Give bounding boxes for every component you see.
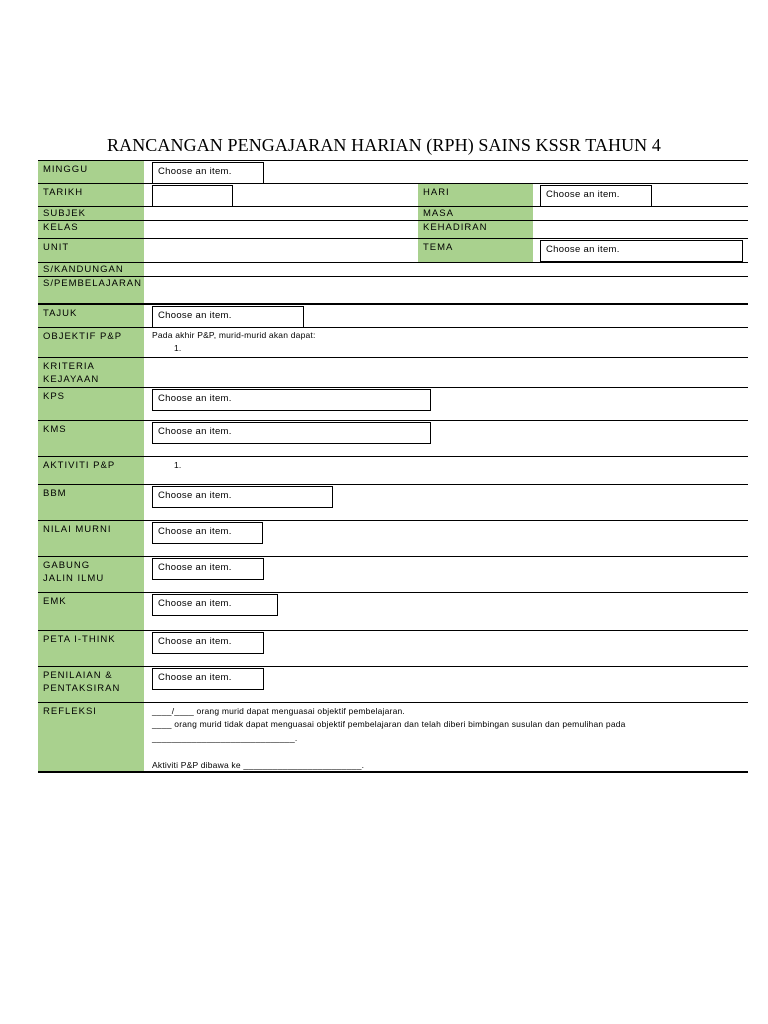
label-unit: UNIT — [38, 239, 144, 262]
peta-dropdown[interactable]: Choose an item. — [152, 632, 264, 654]
refleksi-line3: _____________________________. — [152, 733, 298, 743]
label-gabung: GABUNG JALIN ILMU — [38, 557, 124, 592]
penilaian-dropdown[interactable]: Choose an item. — [152, 668, 264, 690]
objektif-list-marker: 1. — [174, 343, 182, 353]
divider — [38, 771, 748, 773]
divider — [38, 238, 748, 239]
gabung-dropdown[interactable]: Choose an item. — [152, 558, 264, 580]
label-tarikh: TARIKH — [38, 184, 144, 206]
label-hari: HARI — [418, 184, 533, 206]
aktiviti-list-marker: 1. — [174, 460, 182, 470]
refleksi-line2: ____ orang murid tidak dapat menguasai objektif pembelajaran dan telah diberi bimbingan susulan dan pemulihan pada — [152, 719, 626, 729]
page-title: RANCANGAN PENGAJARAN HARIAN (RPH) SAINS KSSR TAHUN 4 — [107, 135, 661, 155]
label-tajuk: TAJUK — [38, 305, 144, 327]
minggu-dropdown[interactable]: Choose an item. — [152, 162, 264, 184]
label-emk: EMK — [38, 593, 144, 630]
divider — [38, 276, 748, 277]
divider — [38, 387, 748, 388]
label-kehadiran: KEHADIRAN — [418, 221, 533, 238]
tema-dropdown[interactable]: Choose an item. — [540, 240, 743, 262]
tajuk-dropdown[interactable]: Choose an item. — [152, 306, 304, 328]
tarikh-field[interactable] — [152, 185, 233, 207]
label-kps: KPS — [38, 388, 144, 420]
divider — [38, 592, 748, 593]
divider — [38, 220, 748, 221]
label-subjek: SUBJEK — [38, 207, 144, 220]
label-penilaian: PENILAIAN & PENTAKSIRAN — [38, 667, 118, 702]
nilai-dropdown[interactable]: Choose an item. — [152, 522, 263, 544]
label-minggu: MINGGU — [38, 161, 144, 183]
label-peta: PETA I-THINK — [38, 631, 144, 666]
divider — [38, 556, 748, 557]
label-spembelajaran: S/PEMBELAJARAN — [38, 277, 144, 303]
label-skandungan: S/KANDUNGAN — [38, 263, 144, 276]
label-aktiviti: AKTIVITI P&P — [38, 457, 144, 484]
divider — [38, 630, 748, 631]
divider — [38, 183, 748, 184]
divider — [38, 484, 748, 485]
divider — [38, 702, 748, 703]
label-refleksi: REFLEKSI — [38, 703, 144, 771]
kms-dropdown[interactable]: Choose an item. — [152, 422, 431, 444]
divider — [38, 327, 748, 328]
label-objektif: OBJEKTIF P&P — [38, 328, 144, 357]
label-kriteria: KRITERIA KEJAYAAN — [38, 358, 118, 387]
refleksi-line1: ____/____ orang murid dapat menguasai objektif pembelajaran. — [152, 706, 405, 716]
label-nilai: NILAI MURNI — [38, 521, 144, 556]
divider — [38, 520, 748, 521]
divider — [38, 160, 748, 161]
emk-dropdown[interactable]: Choose an item. — [152, 594, 278, 616]
refleksi-line4: Aktiviti P&P dibawa ke ________________________. — [152, 760, 365, 770]
label-bbm: BBM — [38, 485, 144, 520]
divider — [38, 666, 748, 667]
objektif-text: Pada akhir P&P, murid-murid akan dapat: — [152, 330, 316, 340]
divider — [38, 357, 748, 358]
label-kms: KMS — [38, 421, 144, 456]
divider — [38, 420, 748, 421]
hari-dropdown[interactable]: Choose an item. — [540, 185, 652, 207]
divider — [38, 456, 748, 457]
label-tema: TEMA — [418, 239, 533, 262]
label-masa: MASA — [418, 207, 533, 220]
label-kelas: KELAS — [38, 221, 144, 238]
divider — [38, 262, 748, 263]
bbm-dropdown[interactable]: Choose an item. — [152, 486, 333, 508]
kps-dropdown[interactable]: Choose an item. — [152, 389, 431, 411]
divider — [38, 303, 748, 305]
